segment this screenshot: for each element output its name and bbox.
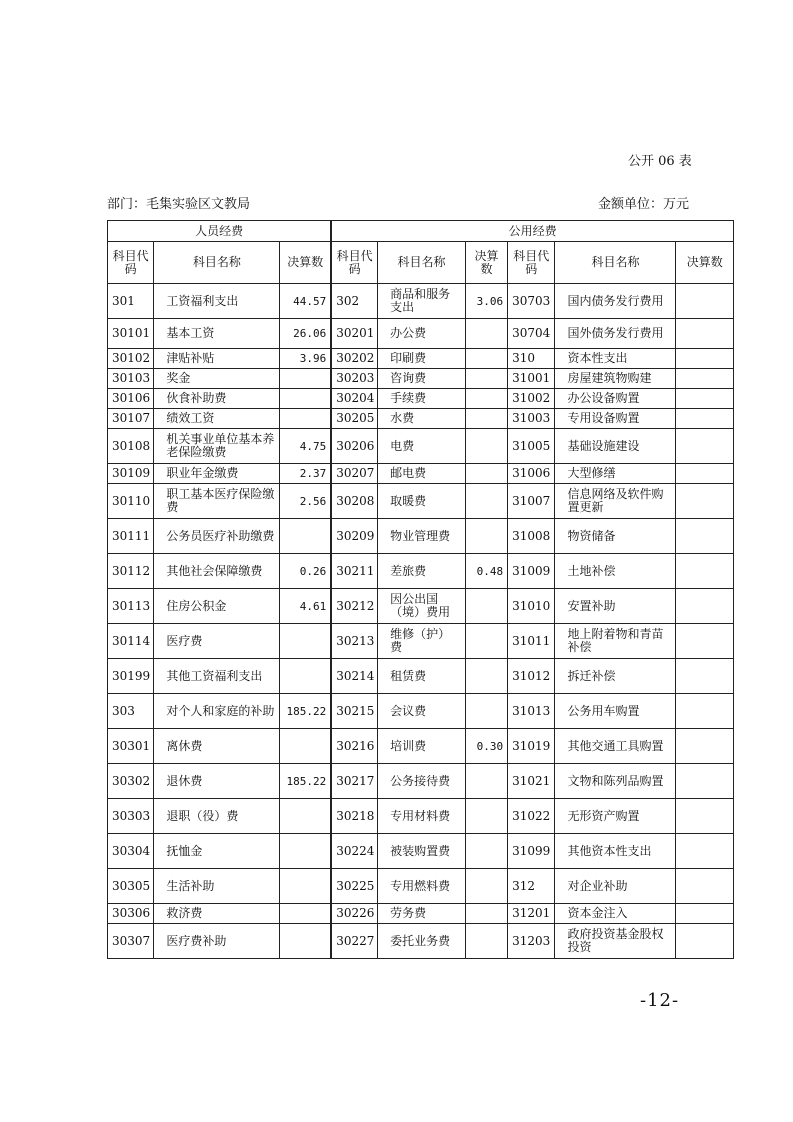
code-cell: 30227 [331,924,377,959]
col-name-header: 科目名称 [378,242,466,284]
col-amount-header: 决算数 [676,242,734,284]
code-cell: 30206 [331,429,377,464]
name-cell: 电费 [378,429,466,464]
code-cell: 30301 [108,729,154,764]
code-cell: 30202 [331,349,377,369]
expenditure-table [107,220,734,959]
amount-cell: 185.22 [280,764,331,799]
amount-cell [676,409,734,429]
code-cell: 31012 [508,659,555,694]
code-cell: 30107 [108,409,154,429]
code-cell: 30108 [108,429,154,464]
code-cell: 30306 [108,904,154,924]
amount-cell [465,589,507,624]
code-cell: 30225 [331,869,377,904]
code-cell: 31201 [508,904,555,924]
name-cell: 政府投资基金股权投资 [555,924,676,959]
amount-cell: 185.22 [280,694,331,729]
amount-cell [465,924,507,959]
code-cell: 312 [508,869,555,904]
name-cell: 抚恤金 [154,834,280,869]
amount-cell [465,764,507,799]
name-cell: 因公出国（境）费用 [378,589,466,624]
amount-cell [465,869,507,904]
code-cell: 31022 [508,799,555,834]
code-cell: 30307 [108,924,154,959]
name-cell: 其他资本性支出 [555,834,676,869]
code-cell: 301 [108,284,154,319]
name-cell: 国内债务发行费用 [555,284,676,319]
amount-cell [676,764,734,799]
col-name-header: 科目名称 [555,242,676,284]
amount-cell [465,659,507,694]
amount-cell: 2.56 [280,484,331,519]
code-cell: 31005 [508,429,555,464]
amount-cell [280,799,331,834]
name-cell: 基础设施建设 [555,429,676,464]
amount-cell [676,869,734,904]
code-cell: 30216 [331,729,377,764]
amount-cell [676,624,734,659]
code-cell: 30703 [508,284,555,319]
amount-cell [676,519,734,554]
amount-cell [676,349,734,369]
code-cell: 30305 [108,869,154,904]
amount-cell [465,519,507,554]
amount-cell [280,834,331,869]
amount-cell [280,659,331,694]
name-cell: 取暖费 [378,484,466,519]
name-cell: 绩效工资 [154,409,280,429]
code-cell: 30217 [331,764,377,799]
name-cell: 租赁费 [378,659,466,694]
amount-cell [676,659,734,694]
name-cell: 土地补偿 [555,554,676,589]
table-row [108,319,734,349]
table-row [108,834,734,869]
table-row [108,429,734,464]
name-cell: 公务接待费 [378,764,466,799]
name-cell: 伙食补助费 [154,389,280,409]
name-cell: 资本金注入 [555,904,676,924]
code-cell: 30704 [508,319,555,349]
code-cell: 30106 [108,389,154,409]
name-cell: 其他社会保障缴费 [154,554,280,589]
name-cell: 其他交通工具购置 [555,729,676,764]
name-cell: 咨询费 [378,369,466,389]
code-cell: 302 [331,284,377,319]
name-cell: 工资福利支出 [154,284,280,319]
table-row [108,694,734,729]
code-cell: 30214 [331,659,377,694]
name-cell: 物资储备 [555,519,676,554]
name-cell: 对企业补助 [555,869,676,904]
code-cell: 303 [108,694,154,729]
name-cell: 会议费 [378,694,466,729]
amount-cell [280,869,331,904]
table-row [108,869,734,904]
name-cell: 退休费 [154,764,280,799]
name-cell: 奖金 [154,369,280,389]
amount-cell: 0.48 [465,554,507,589]
form-number: 公开 06 表 [628,154,692,169]
name-cell: 地上附着物和青苗补偿 [555,624,676,659]
code-cell: 30226 [331,904,377,924]
table-row [108,589,734,624]
name-cell: 信息网络及软件购置更新 [555,484,676,519]
col-code-header: 科目代码 [331,242,377,284]
name-cell: 大型修缮 [555,464,676,484]
amount-cell [280,389,331,409]
name-cell: 离休费 [154,729,280,764]
amount-cell [465,904,507,924]
code-cell: 31008 [508,519,555,554]
amount-cell [676,799,734,834]
code-cell: 30207 [331,464,377,484]
code-cell: 30199 [108,659,154,694]
code-cell: 30205 [331,409,377,429]
amount-cell [676,319,734,349]
code-cell: 30102 [108,349,154,369]
amount-cell [465,834,507,869]
name-cell: 办公费 [378,319,466,349]
table-row [108,389,734,409]
name-cell: 生活补助 [154,869,280,904]
code-cell: 31007 [508,484,555,519]
code-cell: 30215 [331,694,377,729]
amount-cell: 4.61 [280,589,331,624]
amount-cell [280,409,331,429]
code-cell: 30201 [331,319,377,349]
code-cell: 31019 [508,729,555,764]
code-cell: 30211 [331,554,377,589]
table-row [108,659,734,694]
code-cell: 31001 [508,369,555,389]
amount-cell: 4.75 [280,429,331,464]
amount-cell [676,429,734,464]
amount-cell [280,729,331,764]
name-cell: 机关事业单位基本养老保险缴费 [154,429,280,464]
code-cell: 30209 [331,519,377,554]
name-cell: 基本工资 [154,319,280,349]
code-cell: 30110 [108,484,154,519]
amount-cell [676,729,734,764]
name-cell: 水费 [378,409,466,429]
table-row [108,409,734,429]
code-cell: 30208 [331,484,377,519]
table-row [108,464,734,484]
amount-cell [465,409,507,429]
code-cell: 30212 [331,589,377,624]
amount-cell [465,799,507,834]
amount-cell [280,369,331,389]
amount-cell [676,484,734,519]
name-cell: 差旅费 [378,554,466,589]
code-cell: 30109 [108,464,154,484]
code-cell: 30218 [331,799,377,834]
amount-cell [465,429,507,464]
name-cell: 劳务费 [378,904,466,924]
amount-cell [676,369,734,389]
amount-cell [676,589,734,624]
name-cell: 手续费 [378,389,466,409]
code-cell: 31013 [508,694,555,729]
code-cell: 31006 [508,464,555,484]
name-cell: 文物和陈列品购置 [555,764,676,799]
amount-cell [465,694,507,729]
name-cell: 培训费 [378,729,466,764]
code-cell: 31203 [508,924,555,959]
amount-cell: 2.37 [280,464,331,484]
col-code-header: 科目代码 [508,242,555,284]
name-cell: 无形资产购置 [555,799,676,834]
name-cell: 退职（役）费 [154,799,280,834]
amount-cell [676,554,734,589]
name-cell: 对个人和家庭的补助 [154,694,280,729]
amount-cell [676,694,734,729]
code-cell: 30112 [108,554,154,589]
name-cell: 专用材料费 [378,799,466,834]
code-cell: 30103 [108,369,154,389]
code-cell: 31010 [508,589,555,624]
amount-cell: 0.26 [280,554,331,589]
amount-cell [676,904,734,924]
name-cell: 安置补助 [555,589,676,624]
amount-cell [465,369,507,389]
name-cell: 公务员医疗补助缴费 [154,519,280,554]
name-cell: 专用设备购置 [555,409,676,429]
code-cell: 30113 [108,589,154,624]
col-name-header: 科目名称 [154,242,280,284]
code-cell: 30303 [108,799,154,834]
code-cell: 31009 [508,554,555,589]
department-label: 部门：毛集实验区文教局 [107,197,251,212]
code-cell: 310 [508,349,555,369]
col-amount-header: 决算数 [280,242,331,284]
name-cell: 职工基本医疗保险缴费 [154,484,280,519]
table-row [108,764,734,799]
code-cell: 30114 [108,624,154,659]
name-cell: 国外债务发行费用 [555,319,676,349]
name-cell: 物业管理费 [378,519,466,554]
amount-cell [465,349,507,369]
code-cell: 30213 [331,624,377,659]
name-cell: 津贴补贴 [154,349,280,369]
name-cell: 印刷费 [378,349,466,369]
code-cell: 30101 [108,319,154,349]
code-cell: 31011 [508,624,555,659]
amount-cell: 3.96 [280,349,331,369]
group-public-header: 公用经费 [331,221,733,242]
name-cell: 住房公积金 [154,589,280,624]
group-personnel-header: 人员经费 [108,221,332,242]
code-cell: 30203 [331,369,377,389]
amount-cell: 0.30 [465,729,507,764]
name-cell: 被装购置费 [378,834,466,869]
amount-cell [676,389,734,409]
name-cell: 委托业务费 [378,924,466,959]
name-cell: 救济费 [154,904,280,924]
col-code-header: 科目代码 [108,242,154,284]
code-cell: 30304 [108,834,154,869]
amount-cell: 44.57 [280,284,331,319]
amount-cell [280,624,331,659]
amount-cell [465,319,507,349]
amount-cell [676,834,734,869]
name-cell: 其他工资福利支出 [154,659,280,694]
amount-cell [280,519,331,554]
table-row [108,799,734,834]
amount-cell [676,464,734,484]
name-cell: 拆迁补偿 [555,659,676,694]
table-row [108,349,734,369]
name-cell: 医疗费 [154,624,280,659]
amount-cell [465,624,507,659]
amount-cell [676,924,734,959]
table-row [108,904,734,924]
table-row [108,624,734,659]
name-cell: 办公设备购置 [555,389,676,409]
table-row [108,284,734,319]
table-row [108,519,734,554]
name-cell: 资本性支出 [555,349,676,369]
amount-cell [465,389,507,409]
name-cell: 职业年金缴费 [154,464,280,484]
code-cell: 30204 [331,389,377,409]
amount-cell [280,924,331,959]
page-number: -12- [640,990,680,1011]
table-row [108,369,734,389]
code-cell: 30111 [108,519,154,554]
amount-cell: 3.06 [465,284,507,319]
amount-cell [280,904,331,924]
unit-label: 金额单位：万元 [598,197,690,212]
code-cell: 31021 [508,764,555,799]
name-cell: 邮电费 [378,464,466,484]
code-cell: 30302 [108,764,154,799]
name-cell: 维修（护）费 [378,624,466,659]
name-cell: 商品和服务支出 [378,284,466,319]
code-cell: 31099 [508,834,555,869]
amount-cell [465,464,507,484]
name-cell: 公务用车购置 [555,694,676,729]
table-row [108,484,734,519]
name-cell: 医疗费补助 [154,924,280,959]
code-cell: 31002 [508,389,555,409]
name-cell: 专用燃料费 [378,869,466,904]
amount-cell [465,484,507,519]
amount-cell: 26.06 [280,319,331,349]
table-row [108,554,734,589]
amount-cell [676,284,734,319]
name-cell: 房屋建筑物购建 [555,369,676,389]
col-amount-header: 决算数 [465,242,507,284]
table-row [108,924,734,959]
code-cell: 31003 [508,409,555,429]
table-row [108,729,734,764]
code-cell: 30224 [331,834,377,869]
